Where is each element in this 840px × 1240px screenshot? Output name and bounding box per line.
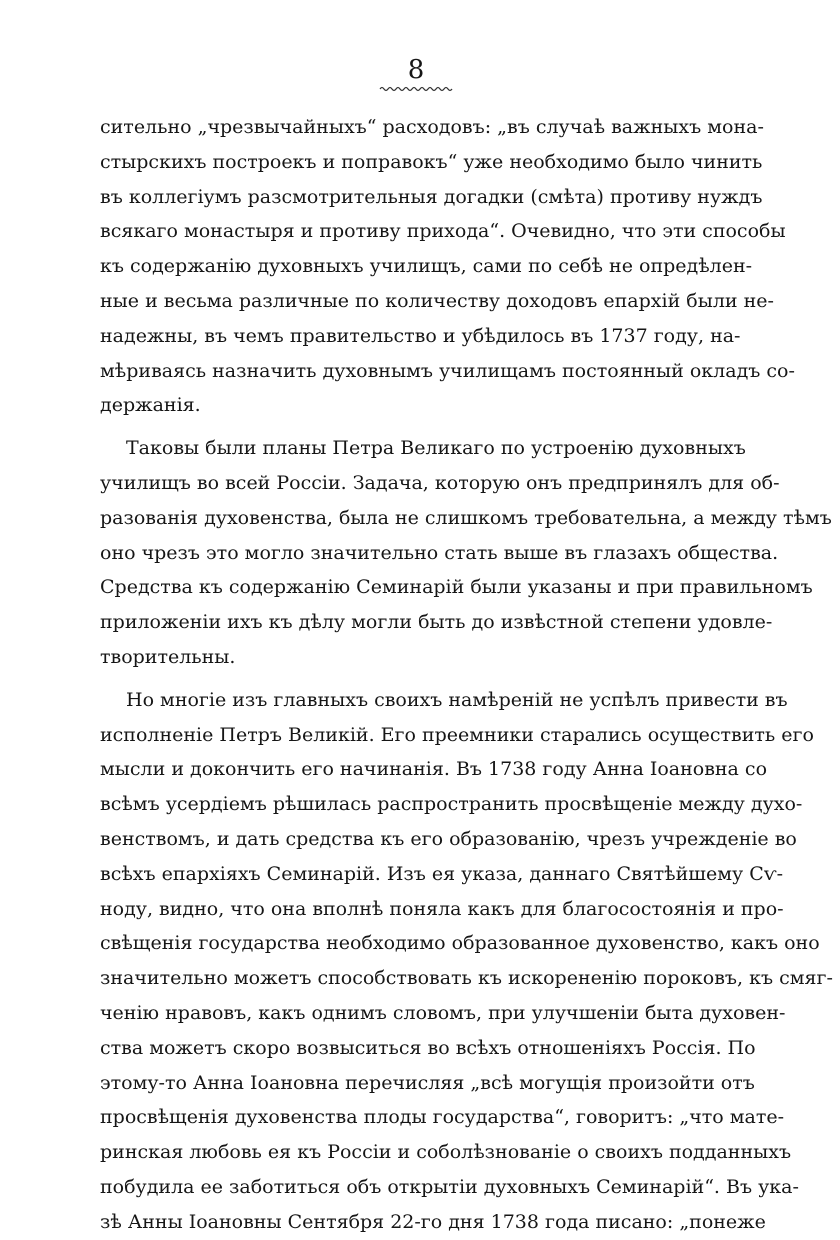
text-line: всѣмъ усердіемъ рѣшилась распространить просвѣщеніе между духо- [100,793,803,816]
text-line: держанія. [100,394,201,417]
page-number: 8 [407,55,425,85]
paragraph-gap [100,675,740,683]
text-line: ные и весьма различные по количеству доходовъ епархій были не- [100,289,774,312]
paragraph-1 [100,110,795,423]
text-line: исполненіе Петръ Великій. Его преемники старались осуществить его [100,723,814,746]
text-line: ства можетъ скоро возвыситься во всѣхъ отношеніяхъ Россія. По [100,1036,756,1059]
text-line: побудила ее заботиться объ открытіи духовныхъ Семинарій“. Въ ука- [100,1175,799,1198]
text-line: въ коллегіумъ разсмотрительныя догадки (смѣта) противу нуждъ [100,185,763,208]
text-line: творительны. [100,645,236,668]
text-line: ноду, видно, что она вполнѣ поняла какъ для благосостоянія и про- [100,897,784,920]
text-line: училищъ во всей Россіи. Задача, которую онъ предпринялъ для об- [100,471,780,494]
text-line: мысли и докончить его начинанія. Въ 1738 году Анна Іоановна со [100,758,768,781]
text-line: просвѣщенія духовенства плоды государства“, говоритъ: „что мате- [100,1106,785,1129]
text-line: ченію нравовъ, какъ однимъ словомъ, при улучшеніи быта духовен- [100,1001,786,1024]
text-line: зѣ Анны Іоановны Сентября 22-го дня 1738 года писано: „понеже [100,1210,766,1233]
paragraph-gap [100,423,740,431]
paragraph-2 [100,431,832,675]
text-line: приложеніи ихъ къ дѣлу могли быть до извѣстной степени удовле- [100,611,773,634]
text-line: Но многіе изъ главныхъ своихъ намѣреній не успѣлъ привести въ [126,688,788,711]
wavy-rule-ornament [380,86,454,92]
text-line: ринская любовь ея къ Россіи и соболѣзнованіе о своихъ подданныхъ [100,1141,792,1164]
text-line: этому-то Анна Іоановна перечисляя „всѣ могущія произойти отъ [100,1071,755,1094]
text-line: къ содержанію духовныхъ училищъ, сами по себѣ не опредѣлен- [100,255,753,278]
body-text [100,110,833,1240]
text-line: стырскихъ построекъ и поправокъ“ уже необходимо было чинить [100,150,763,173]
text-line: значительно можетъ способствовать къ искорененію пороковъ, къ смяг- [100,967,833,990]
text-line: венствомъ, и дать средства къ его образованію, чрезъ учрежденіе во [100,827,797,850]
paragraph-3 [100,683,833,1240]
text-line: всякаго монастыря и противу прихода“. Очевидно, что эти способы [100,220,786,243]
text-line: мѣриваясь назначить духовнымъ училищамъ постоянный окладъ со- [100,359,795,382]
text-line: всѣхъ епархіяхъ Семинарій. Изъ ея указа, даннаго Святѣйшему Сѵ- [100,862,784,885]
text-line: Таковы были планы Петра Великаго по устроенію духовныхъ [126,437,746,460]
text-line: сительно „чрезвычайныхъ“ расходовъ: „въ случаѣ важныхъ мона- [100,116,764,138]
text-line: оно чрезъ это могло значительно стать выше въ глазахъ общества. [100,541,779,564]
text-line: надежны, въ чемъ правительство и убѣдилось въ 1737 году, на- [100,324,741,347]
text-line: свѣщенія государства необходимо образованное духовенство, какъ оно [100,932,820,955]
text-line: Средства къ содержанію Семинарій были указаны и при правильномъ [100,576,813,599]
text-line: разованія духовенства, была не слишкомъ требовательна, а между тѣмъ [100,506,832,529]
